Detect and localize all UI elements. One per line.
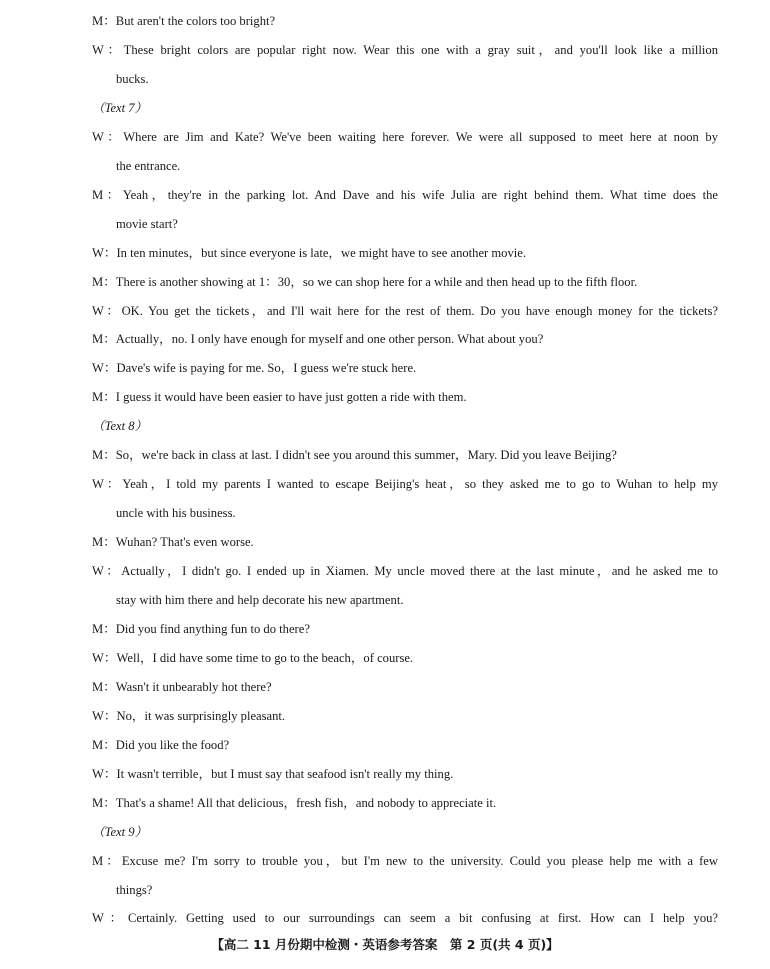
dialogue-line: uncle with his business. [116,506,236,521]
dialogue-line: W：Dave's wife is paying for me. So，I guess we're stuck here. [92,361,417,376]
dialogue-line: M：There is another showing at 1：30，so we can shop here for a while and then head up to the fifth floor. [92,274,638,289]
dialogue-line: M：Did you like the food? [92,737,230,752]
dialogue-line: W：Actually，I didn't go. I ended up in Xiamen. My uncle moved there at the last minute，and he asked me to [92,564,718,579]
dialogue-line: the entrance. [116,158,181,173]
dialogue-line: W：Well，I did have some time to go to the beach，of course. [92,650,414,665]
dialogue-line: M：That's a shame! All that delicious，fresh fish，and nobody to appreciate it. [92,795,497,810]
dialogue-line: M：Excuse me? I'm sorry to trouble you，but I'm new to the university. Could you please help me with a few [92,853,718,868]
dialogue-line: M：Wasn't it unbearably hot there? [92,679,272,694]
dialogue-line: W：Certainly. Getting used to our surroundings can seem a bit confusing at first. How can I help you? [92,911,718,926]
dialogue-line: W：No，it was surprisingly pleasant. [92,708,286,723]
dialogue-line: things? [116,882,153,897]
dialogue-line: W：Yeah，I told my parents I wanted to escape Beijing's heat，so they asked me to go to Wuhan to help my [92,477,718,492]
dialogue-line: W：Where are Jim and Kate? We've been waiting here forever. We were all supposed to meet here at noon by [92,129,718,144]
dialogue-line: W：OK. You get the tickets，and I'll wait here for the rest of them. Do you have enough money for the tickets? [92,303,718,318]
section-label: （Text 7） [92,100,148,115]
dialogue-line: M：So，we're back in class at last. I didn't see you around this summer，Mary. Did you leave Beijing? [92,448,617,463]
page-footer: 【高二 11 月份期中检测・英语参考答案 第 2 页(共 4 页)】 [211,937,559,952]
dialogue-line: bucks. [116,71,149,86]
dialogue-line: M：Did you find anything fun to do there? [92,621,310,636]
section-label: （Text 8） [92,419,148,434]
dialogue-line: W：In ten minutes，but since everyone is late，we might have to see another movie. [92,245,527,260]
dialogue-line: W：It wasn't terrible，but I must say that seafood isn't really my thing. [92,766,454,781]
dialogue-line: W：These bright colors are popular right now. Wear this one with a gray suit，and you'll look like a million [92,42,718,57]
section-label: （Text 9） [92,824,148,839]
dialogue-line: movie start? [116,216,178,231]
dialogue-line: stay with him there and help decorate his new apartment. [116,593,404,607]
dialogue-line: M：Actually，no. I only have enough for myself and one other person. What about you? [92,332,544,347]
dialogue-line: M：I guess it would have been easier to have just gotten a ride with them. [92,390,467,405]
dialogue-line: M：Wuhan? That's even worse. [92,535,254,550]
dialogue-line: M：Yeah，they're in the parking lot. And Dave and his wife Julia are right behind them. What time does the [92,187,718,202]
dialogue-line: M：But aren't the colors too bright? [92,14,276,28]
